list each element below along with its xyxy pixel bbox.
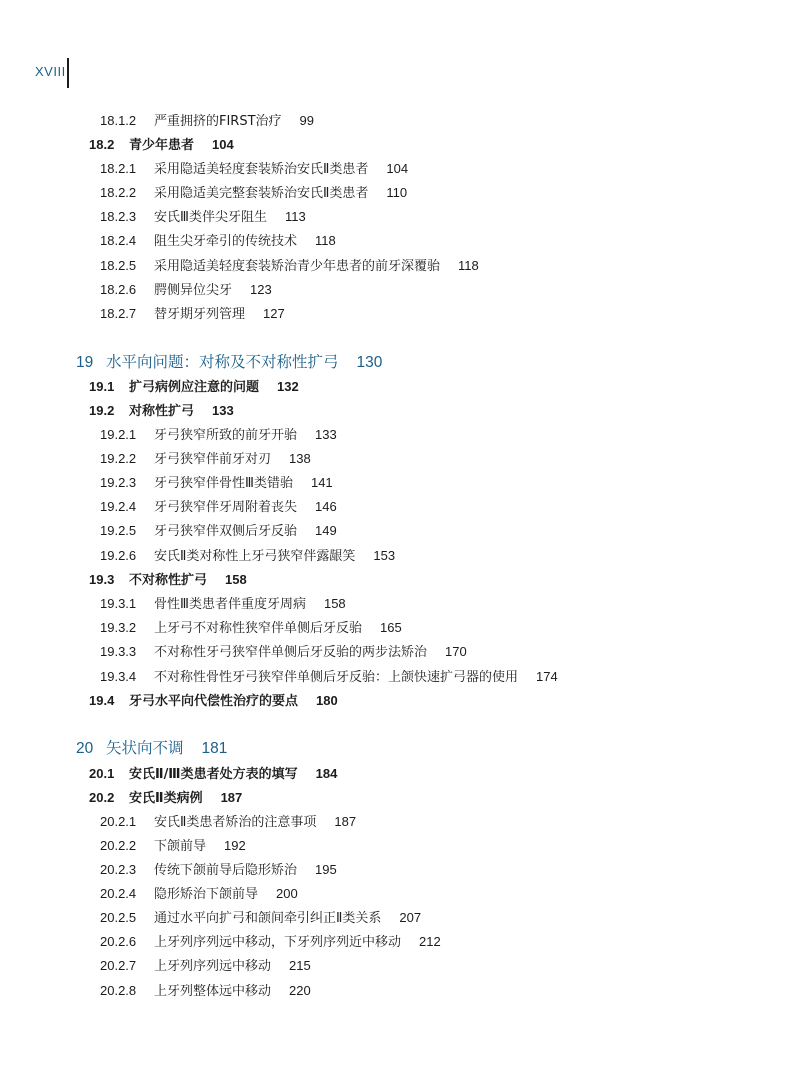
toc-entry-title: 采用隐适美完整套装矫治安氏Ⅱ类患者 [154, 186, 369, 201]
toc-subsection [100, 425, 337, 446]
toc-subsection [100, 183, 407, 204]
toc-entry-title: 水平向问题：对称及不对称性扩弓 [106, 353, 339, 371]
toc-subsection [100, 667, 558, 688]
toc-entry-page: 153 [373, 548, 396, 563]
toc-entry-page: 187 [220, 790, 243, 805]
toc-entry-number: 19 [76, 354, 94, 371]
toc-entry-title: 通过水平向扩弓和颌间牵引纠正Ⅱ类关系 [154, 911, 382, 926]
toc-entry-number: 18.2.1 [100, 161, 137, 176]
toc-subsection [100, 836, 246, 857]
toc-entry-title: 牙弓狭窄伴牙周附着丧失 [154, 500, 298, 515]
toc-entry-number: 19.3.4 [100, 669, 137, 684]
toc-entry-title: 安氏Ⅱ类对称性上牙弓狭窄伴露龈笑 [154, 549, 356, 564]
toc-chapter [76, 738, 227, 759]
toc-entry-page: 133 [315, 427, 337, 442]
toc-entry-page: 118 [315, 233, 336, 248]
toc-entry-number: 20.1 [89, 766, 115, 781]
header-rule [67, 58, 69, 88]
toc-entry-page: 180 [316, 693, 338, 708]
toc-section [89, 570, 247, 591]
toc-entry-number: 20.2.1 [100, 814, 137, 829]
toc-entry-number: 20.2.5 [100, 910, 137, 925]
toc-subsection [100, 521, 337, 542]
toc-entry-page: 118 [458, 258, 479, 273]
toc-entry-page: 104 [386, 161, 409, 176]
toc-subsection [100, 546, 395, 567]
toc-entry-title: 阻生尖牙牵引的传统技术 [154, 234, 298, 249]
toc-entry-number: 18.2.6 [100, 282, 137, 297]
toc-subsection [100, 111, 314, 132]
toc-entry-number: 19.2 [89, 403, 115, 418]
toc-entry-title: 牙弓狭窄伴前牙对刃 [154, 452, 272, 467]
toc-entry-title: 腭侧异位尖牙 [154, 283, 233, 298]
toc-entry-title: 不对称性骨性牙弓狭窄伴单侧后牙反骀：上颌快速扩弓器的使用 [154, 670, 519, 685]
toc-entry-title: 上牙列整体远中移动 [154, 984, 272, 999]
toc-entry-page: 104 [212, 137, 234, 152]
toc-section [89, 764, 337, 785]
toc-subsection [100, 860, 337, 881]
toc-entry-page: 123 [250, 282, 272, 297]
toc-entry-page: 187 [334, 814, 357, 829]
toc-entry-title: 安氏Ⅱ类病例 [129, 791, 203, 806]
toc-entry-number: 20.2.2 [100, 838, 137, 853]
toc-entry-page: 215 [289, 958, 311, 973]
toc-entry-title: 对称性扩弓 [129, 404, 195, 419]
toc-entry-number: 18.2.4 [100, 233, 137, 248]
toc-subsection [100, 642, 467, 663]
toc-entry-number: 20.2.7 [100, 958, 137, 973]
toc-entry-title: 牙弓狭窄伴骨性Ⅲ类错骀 [154, 476, 293, 491]
toc-entry-number: 19.3.3 [100, 644, 137, 659]
toc-subsection [100, 956, 311, 977]
toc-entry-page: 132 [277, 379, 299, 394]
toc-entry-title: 替牙期牙列管理 [154, 307, 246, 322]
toc-entry-number: 18.2.5 [100, 258, 137, 273]
toc-entry-page: 220 [289, 983, 311, 998]
toc-entry-page: 174 [536, 669, 558, 684]
toc-subsection [100, 280, 272, 301]
toc-entry-number: 19.3 [89, 572, 115, 587]
toc-entry-title: 不对称性牙弓狭窄伴单侧后牙反骀的两步法矫治 [154, 645, 428, 660]
toc-entry-title: 安氏Ⅲ类伴尖牙阻生 [154, 210, 267, 225]
toc-entry-number: 18.1.2 [100, 113, 137, 128]
toc-entry-title: 采用隐适美轻度套装矫治安氏Ⅱ类患者 [154, 162, 369, 177]
toc-entry-title: 隐形矫治下颌前导 [154, 887, 259, 902]
toc-entry-number: 19.2.6 [100, 548, 137, 563]
toc-entry-number: 19.1 [89, 379, 115, 394]
toc-entry-number: 18.2.2 [100, 185, 137, 200]
toc-entry-title: 矢状向不调 [106, 739, 184, 757]
toc-entry-page: 146 [315, 499, 337, 514]
toc-entry-number: 20.2.3 [100, 862, 137, 877]
toc-entry-page: 200 [276, 886, 298, 901]
toc-section [89, 377, 299, 398]
toc-entry-page: 158 [323, 596, 346, 611]
toc-subsection [100, 594, 346, 615]
toc-entry-number: 19.3.1 [100, 596, 137, 611]
toc-entry-page: 149 [315, 523, 337, 538]
toc-entry-title: 扩弓病例应注意的问题 [129, 380, 260, 395]
toc-entry-title: 骨性Ⅲ类患者伴重度牙周病 [154, 597, 306, 612]
toc-entry-number: 18.2 [89, 137, 115, 152]
toc-entry-title: 传统下颌前导后隐形矫治 [154, 863, 298, 878]
toc-entry-title: 牙弓狭窄伴双侧后牙反骀 [154, 524, 298, 539]
toc-entry-title: 青少年患者 [129, 138, 195, 153]
toc-subsection [100, 449, 311, 470]
toc-entry-page: 207 [399, 910, 422, 925]
toc-entry-page: 181 [201, 740, 228, 757]
toc-entry-number: 19.4 [89, 693, 115, 708]
toc-entry-number: 20 [76, 740, 94, 757]
toc-entry-page: 127 [263, 306, 285, 321]
toc-entry-page: 195 [315, 862, 337, 877]
toc-entry-title: 采用隐适美轻度套装矫治青少年患者的前牙深覆骀 [154, 259, 441, 274]
toc-entry-title: 上牙弓不对称性狭窄伴单侧后牙反骀 [154, 621, 363, 636]
toc-entry-number: 19.2.1 [100, 427, 137, 442]
toc-entry-number: 19.2.5 [100, 523, 137, 538]
toc-entry-page: 212 [419, 934, 441, 949]
toc-entry-title: 安氏Ⅱ/Ⅲ类患者处方表的填写 [129, 767, 298, 782]
toc-entry-page: 138 [289, 451, 311, 466]
toc-subsection [100, 231, 336, 252]
toc-entry-title: 牙弓水平向代偿性治疗的要点 [129, 694, 299, 709]
toc-entry-page: 133 [212, 403, 234, 418]
toc-entry-page: 170 [445, 644, 467, 659]
toc-entry-number: 19.2.3 [100, 475, 137, 490]
toc-entry-page: 141 [310, 475, 333, 490]
toc-entry-number: 20.2.8 [100, 983, 137, 998]
toc-entry-page: 165 [380, 620, 402, 635]
toc-entry-number: 19.3.2 [100, 620, 137, 635]
toc-entry-number: 20.2.4 [100, 886, 137, 901]
toc-entry-title: 下颌前导 [154, 839, 207, 854]
toc-entry-title: 上牙列序列远中移动，下牙列序列近中移动 [154, 935, 402, 950]
toc-subsection [100, 497, 337, 518]
toc-entry-title: 不对称性扩弓 [129, 573, 208, 588]
toc-entry-number: 19.2.4 [100, 499, 137, 514]
toc-subsection [100, 812, 356, 833]
toc-subsection [100, 304, 285, 325]
toc-section [89, 401, 234, 422]
toc-entry-page: 158 [225, 572, 247, 587]
toc-section [89, 788, 242, 809]
toc-entry-page: 184 [315, 766, 338, 781]
toc-entry-title: 上牙列序列远中移动 [154, 959, 272, 974]
toc-subsection [100, 908, 421, 929]
toc-subsection [100, 618, 402, 639]
toc-entry-page: 113 [284, 209, 306, 224]
page-number: XVIII [35, 64, 66, 79]
toc-subsection [100, 981, 311, 1002]
toc-entry-number: 20.2.6 [100, 934, 137, 949]
toc-subsection [100, 473, 333, 494]
toc-entry-title: 严重拥挤的FIRST治疗 [154, 114, 282, 129]
toc-entry-title: 安氏Ⅱ类患者矫治的注意事项 [154, 815, 317, 830]
toc-section [89, 135, 234, 156]
toc-entry-number: 20.2 [89, 790, 115, 805]
toc-entry-title: 牙弓狭窄所致的前牙开骀 [154, 428, 298, 443]
toc-entry-page: 99 [299, 113, 315, 128]
toc-entry-page: 110 [386, 185, 408, 200]
toc-subsection [100, 256, 479, 277]
toc-subsection [100, 207, 306, 228]
toc-entry-page: 130 [356, 354, 383, 371]
toc-entry-page: 192 [224, 838, 246, 853]
toc-section [89, 691, 338, 712]
toc-entry-number: 18.2.7 [100, 306, 137, 321]
toc-subsection [100, 159, 408, 180]
toc-subsection [100, 932, 441, 953]
toc-entry-number: 18.2.3 [100, 209, 137, 224]
toc-chapter [76, 352, 382, 373]
toc-entry-number: 19.2.2 [100, 451, 137, 466]
toc-subsection [100, 884, 298, 905]
